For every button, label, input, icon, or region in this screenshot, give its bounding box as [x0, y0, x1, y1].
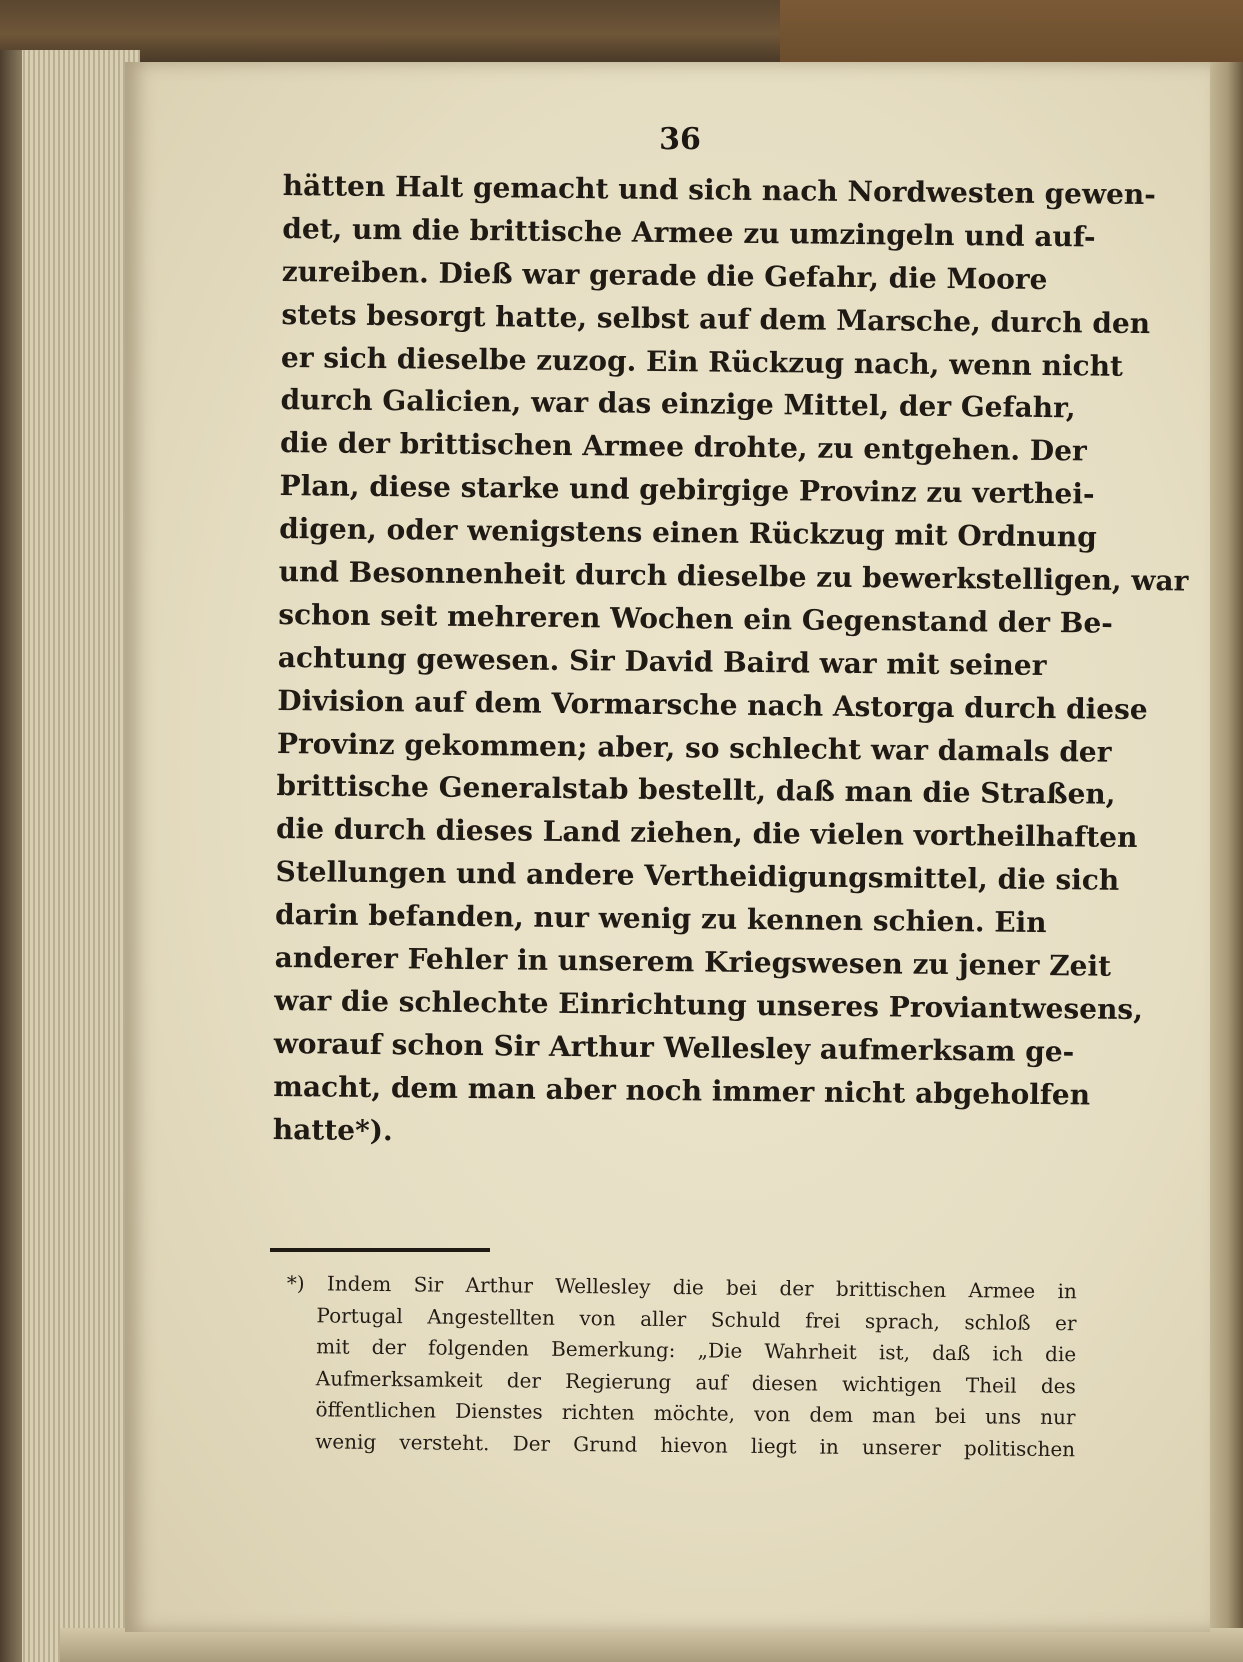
text-line: schon seit mehreren Wochen ein Gegenstand der Be-: [278, 597, 1114, 640]
text-line: und Besonnenheit durch dieselbe zu bewerkstelligen, war: [278, 554, 1189, 598]
text-line: Plan, diese starke und gebirgige Provinz zu verthei-: [279, 469, 1095, 511]
footnote-line: öffentlichen Dienstes richten möchte, von dem man bei uns nur: [315, 1397, 1076, 1430]
binding-shadow: [0, 50, 22, 1662]
text-line: macht, dem man aber noch immer nicht abgeholfen: [273, 1069, 1091, 1112]
page-edge-right: [1205, 62, 1243, 1662]
text-line: Stellungen und andere Vertheidigungsmittel, die sich: [275, 855, 1120, 898]
footnote-rule: [270, 1248, 490, 1252]
page-number: 36: [659, 122, 701, 157]
text-line: achtung gewesen. Sir David Baird war mit seiner: [277, 640, 1047, 682]
text-line: die durch dieses Land ziehen, die vielen vortheilhaften: [275, 812, 1138, 855]
body-text: [272, 165, 1189, 1159]
text-line: hätten Halt gemacht und sich nach Nordwesten gewen-: [282, 168, 1157, 212]
footnote-line: Aufmerksamkeit der Regierung auf diesen wichtigen Theil des: [315, 1365, 1076, 1398]
footnote-line: wenig versteht. Der Grund hievon liegt in unserer politischen: [315, 1428, 1076, 1461]
footnote-line: Portugal Angestellten von aller Schuld frei sprach, schloß er: [316, 1302, 1077, 1335]
text-line: die der brittischen Armee drohte, zu entgehen. Der: [279, 426, 1087, 468]
text-line: hatte*).: [272, 1112, 393, 1147]
text-line: stets besorgt hatte, selbst auf dem Marsche, durch den: [281, 297, 1151, 340]
text-line: anderer Fehler in unserem Kriegswesen zu jener Zeit: [274, 940, 1112, 983]
text-line: det, um die brittische Armee zu umzingeln und auf-: [282, 211, 1096, 254]
footnote-line: mit der folgenden Bemerkung: „Die Wahrheit ist, daß ich die: [316, 1334, 1077, 1367]
text-line: Division auf dem Vormarsche nach Astorga durch diese: [277, 683, 1148, 726]
text-line: war die schlechte Einrichtung unseres Proviantwesens,: [274, 983, 1144, 1026]
text-line: er sich dieselbe zuzog. Ein Rückzug nach, wenn nicht: [280, 340, 1124, 383]
text-line: darin befanden, nur wenig zu kennen schien. Ein: [274, 898, 1047, 940]
footnote: [285, 1268, 1077, 1465]
text-line: brittische Generalstab bestellt, daß man die Straßen,: [276, 769, 1116, 812]
text-line: zureiben. Dieß war gerade die Gefahr, die Moore: [281, 254, 1048, 296]
footnote-line: *) Indem Sir Arthur Wellesley die bei der brittischen Armee in: [286, 1270, 1077, 1304]
text-line: worauf schon Sir Arthur Wellesley aufmerksam ge-: [273, 1026, 1075, 1069]
page-edge-bottom: [60, 1628, 1243, 1662]
text-line: digen, oder wenigstens einen Rückzug mit Ordnung: [279, 512, 1097, 554]
text-line: Provinz gekommen; aber, so schlecht war damals der: [276, 726, 1112, 769]
book-cover-corner: [780, 0, 1243, 70]
text-line: durch Galicien, war das einzige Mittel, der Gefahr,: [280, 383, 1076, 425]
